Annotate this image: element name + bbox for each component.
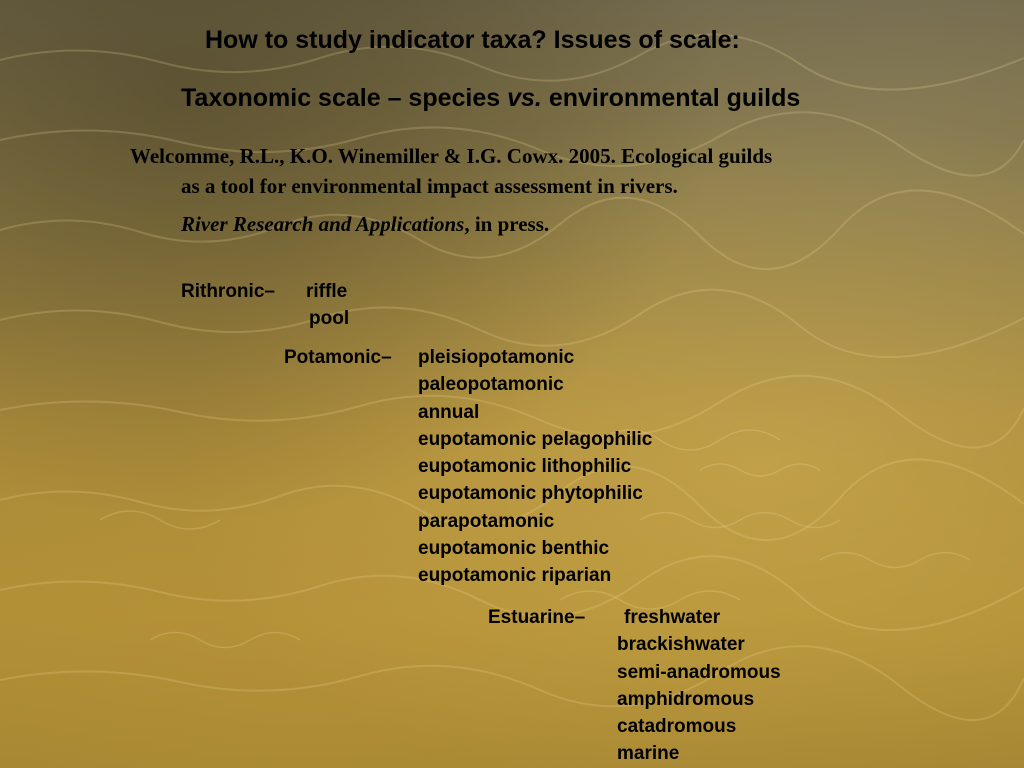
- list-item: parapotamonic: [418, 510, 555, 532]
- subtitle-italic: vs.: [507, 84, 542, 112]
- slide-title: How to study indicator taxa? Issues of scale:: [205, 26, 740, 54]
- list-item: paleopotamonic: [418, 374, 564, 396]
- potamonic-label: Potamonic–: [284, 347, 392, 368]
- citation-line-2: as a tool for environmental impact assessment in rivers.: [181, 174, 678, 198]
- subtitle-post: environmental guilds: [541, 84, 801, 112]
- list-item: catadromous: [617, 716, 737, 738]
- list-item: marine: [617, 743, 680, 765]
- list-item: semi-anadromous: [617, 661, 781, 683]
- list-item: pool: [309, 308, 350, 330]
- estuarine-label: Estuarine–: [488, 607, 586, 628]
- list-item: amphidromous: [617, 688, 755, 710]
- citation-status: , in press.: [464, 212, 550, 236]
- list-item: brackishwater: [617, 634, 745, 656]
- list-item: eupotamonic riparian: [418, 565, 612, 587]
- rithronic-list: [306, 278, 349, 333]
- list-item: pleisiopotamonic: [418, 347, 575, 368]
- list-item: eupotamonic benthic: [418, 538, 610, 560]
- list-item: riffle: [306, 281, 348, 302]
- estuarine-list: [617, 604, 781, 768]
- rithronic-label: Rithronic–: [181, 281, 275, 302]
- slide-subtitle: [181, 84, 800, 113]
- citation-journal: River Research and Applications: [181, 212, 465, 236]
- potamonic-list: [418, 344, 652, 590]
- list-item: annual: [418, 401, 480, 423]
- list-item: eupotamonic lithophilic: [418, 456, 632, 478]
- citation-line-1: Welcomme, R.L., K.O. Winemiller & I.G. Cowx. 2005. Ecological guilds: [130, 144, 773, 168]
- list-item: eupotamonic pelagophilic: [418, 428, 653, 450]
- list-item: freshwater: [624, 607, 721, 628]
- citation-line-3: [181, 212, 549, 237]
- list-item: eupotamonic phytophilic: [418, 483, 643, 505]
- subtitle-pre: Taxonomic scale – species: [181, 84, 508, 112]
